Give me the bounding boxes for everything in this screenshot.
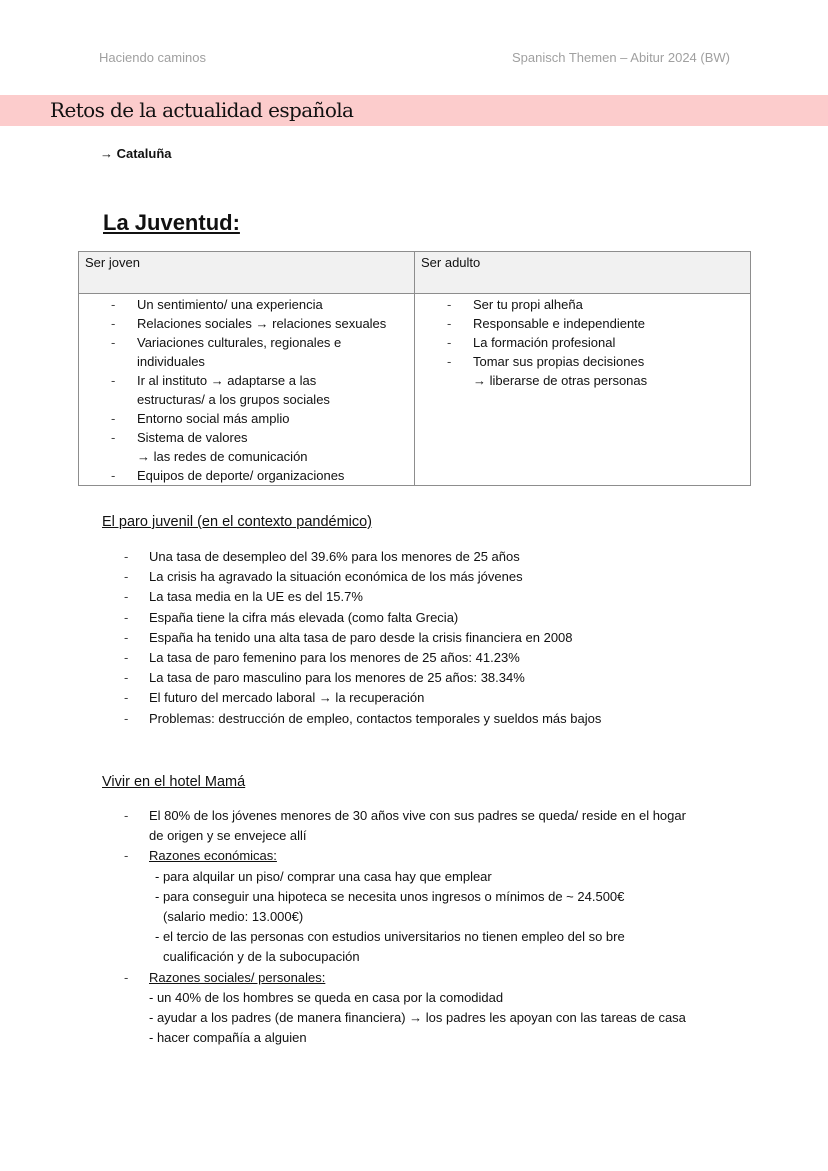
list-item-sociales [98, 968, 778, 988]
list-item: - La tasa media en la UE es del 15.7% [98, 587, 738, 607]
list-item-continuation: estructuras/ a los grupos sociales [137, 392, 330, 407]
list-item: - Entorno social más amplio [85, 409, 408, 428]
hotel-list-container [98, 806, 778, 1048]
topic-label: → Cataluña [100, 146, 172, 161]
section-title-paro: El paro juvenil (en el contexto pandémico) [102, 514, 373, 530]
list-item: - La crisis ha agravado la situación económica de los más jóvenes [98, 567, 738, 587]
list-item: - Relaciones sociales → relaciones sexuales [85, 314, 408, 333]
list-item: - Equipos de deporte/ organizaciones [85, 466, 408, 485]
running-header-left: Haciendo caminos [99, 50, 206, 65]
paro-list [98, 547, 738, 729]
paro-list-container [98, 547, 738, 729]
list-item: - Ir al instituto → adaptarse a las [85, 371, 408, 390]
list-item: - El futuro del mercado laboral → la recuperación [98, 688, 738, 708]
list-item: - Un sentimiento/ una experiencia [85, 295, 408, 314]
subheading-razones-sociales: Razones sociales/ personales: [149, 969, 326, 985]
sub-item: - hacer compañía a alguien [149, 1030, 307, 1046]
list-item: - La formación profesional [421, 333, 744, 352]
table-header-ser-adulto: Ser adulto [415, 252, 751, 294]
list-item-text: El 80% de los jóvenes menores de 30 años vive con sus padres se queda/ reside en el hogar [149, 808, 686, 823]
sub-item: - para alquilar un piso/ comprar una casa hay que emplear [155, 868, 492, 884]
list-item-economicas [98, 846, 778, 866]
list-item: - Tomar sus propias decisiones [421, 352, 744, 371]
page-title: Retos de la actualidad española [50, 98, 354, 122]
list-item: - Ser tu propi alheña [421, 295, 744, 314]
ser-joven-list [85, 295, 408, 485]
list-item: - Variaciones culturales, regionales e [85, 333, 408, 352]
table-header-ser-joven: Ser joven [79, 252, 415, 294]
ser-adulto-list [421, 295, 744, 390]
list-item-continuation: → liberarse de otras personas [473, 373, 648, 388]
list-item: - Responsable e independiente [421, 314, 744, 333]
list-item: - La tasa de paro femenino para los menores de 25 años: 41.23% [98, 648, 738, 668]
list-item [98, 806, 778, 846]
list-item-text: de origen y se envejece allí [149, 828, 307, 844]
sub-item: - para conseguir una hipoteca se necesita unos ingresos o mínimos de ~ 24.500€ [155, 888, 625, 904]
list-item: - Problemas: destrucción de empleo, contactos temporales y sueldos más bajos [98, 709, 738, 729]
hotel-list [98, 806, 778, 867]
hotel-list-2 [98, 968, 778, 988]
list-item: - Una tasa de desempleo del 39.6% para los menores de 25 años [98, 547, 738, 567]
section-title-juventud: La Juventud: [103, 210, 240, 235]
sub-item-continuation: (salario medio: 13.000€) [163, 909, 304, 925]
list-item: - España tiene la cifra más elevada (como falta Grecia) [98, 608, 738, 628]
table-cell-ser-joven [79, 294, 415, 486]
list-item: - La tasa de paro masculino para los menores de 25 años: 38.34% [98, 668, 738, 688]
list-item: - España ha tenido una alta tasa de paro desde la crisis financiera en 2008 [98, 628, 738, 648]
sub-item-continuation: cualificación y de la subocupación [163, 949, 360, 965]
list-item: - Sistema de valores [85, 428, 408, 447]
subheading-razones-economicas: Razones económicas: [149, 848, 277, 864]
list-item-continuation: → las redes de comunicación [137, 449, 308, 464]
running-header-right: Spanisch Themen – Abitur 2024 (BW) [512, 50, 730, 65]
sub-item: - ayudar a los padres (de manera financiera) → los padres les apoyan con las tareas de casa [149, 1010, 686, 1026]
list-item-continuation: individuales [137, 354, 205, 369]
sub-item: - el tercio de las personas con estudios universitarios no tienen empleo del so bre [155, 929, 625, 945]
sub-item: - un 40% de los hombres se queda en casa por la comodidad [149, 989, 504, 1005]
table-cell-ser-adulto [415, 294, 751, 486]
section-title-hotel-mama: Vivir en el hotel Mamá [102, 774, 246, 790]
juventud-table [78, 251, 751, 486]
